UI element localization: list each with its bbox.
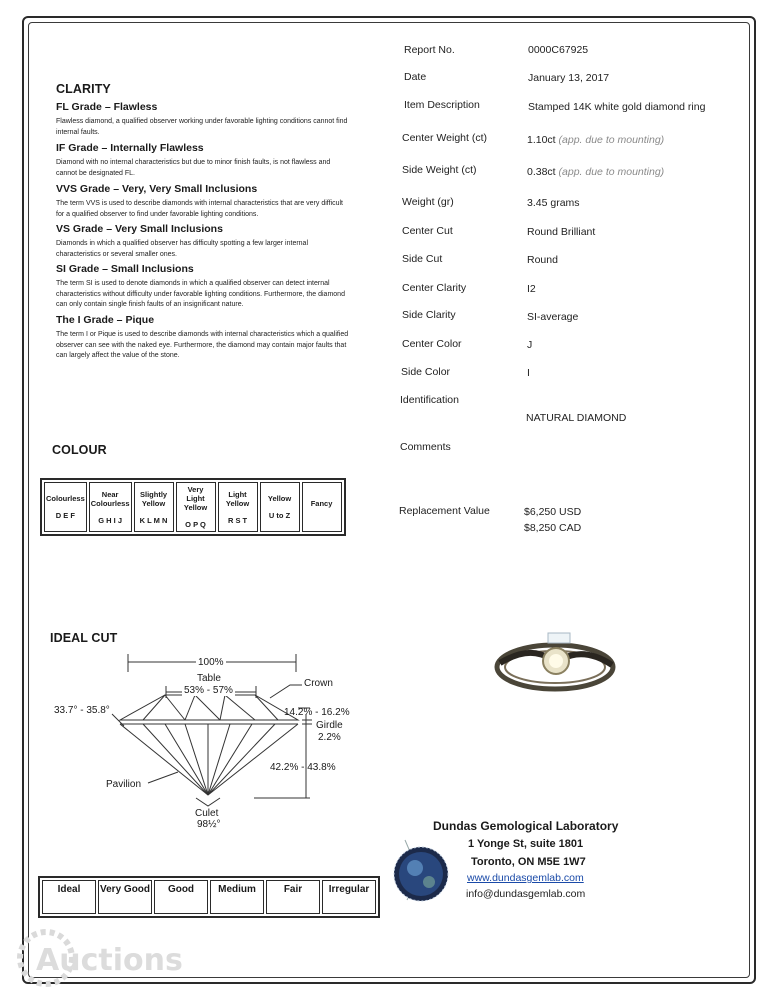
grade-vs-title: VS Grade – Very Small Inclusions [56, 223, 223, 235]
cut-grade-good: Good [154, 880, 208, 914]
item-description-label: Item Description [404, 99, 480, 111]
identification-label: Identification [400, 394, 459, 406]
colour-cell-light-yellow: Light Yellow R S T [218, 482, 258, 532]
side-color-label: Side Color [401, 366, 451, 378]
replacement-value-label: Replacement Value [399, 505, 490, 517]
cut-grade-irregular: Irregular [322, 880, 376, 914]
side-clarity-label: Side Clarity [402, 309, 456, 321]
grade-vvs-desc: The term VVS is used to describe diamonds with internal characteristics that are very difficult for a qualified observer to find under favorable lighting conditions. [56, 200, 343, 218]
pavilion-depth: 42.2% - 43.8% [270, 762, 336, 773]
identification-value: NATURAL DIAMOND [526, 412, 627, 424]
center-weight-value-row [527, 134, 664, 146]
lab-address-1: 1 Yonge St, suite 1801 [468, 838, 584, 850]
center-weight-value: 1.10ct [527, 134, 556, 146]
grade-if-title: IF Grade – Internally Flawless [56, 142, 204, 154]
grade-si-desc: The term SI is used to denote diamonds in which a qualified observer can detect internal characteristics without difficulty under favorable lighting conditions. Furthermore, the diamond can only contain single finish faults of an insignificant nature. [56, 280, 345, 308]
lab-email: info@dundasgemlab.com [466, 888, 586, 900]
center-cut-value: Round Brilliant [527, 226, 596, 238]
side-weight-note: (app. due to mounting) [558, 166, 665, 178]
ring-photo [490, 625, 620, 705]
side-weight-label: Side Weight (ct) [402, 164, 477, 176]
side-cut-value: Round [527, 254, 558, 266]
colour-cell-slightly-yellow: Slightly Yellow K L M N [134, 482, 174, 532]
crown-angle: 33.7° - 35.8° [54, 705, 110, 716]
width-label: 100% [198, 657, 224, 668]
lab-website-link[interactable]: www.dundasgemlab.com [467, 872, 584, 884]
side-weight-value-row [527, 166, 664, 178]
side-clarity-value: SI-average [527, 311, 579, 323]
clarity-heading: CLARITY [56, 82, 111, 96]
lab-name: Dundas Gemological Laboratory [433, 819, 619, 833]
grade-si-title: SI Grade – Small Inclusions [56, 263, 194, 275]
colour-cell-very-light-yellow: Very Light Yellow O P Q [176, 482, 216, 532]
cut-grade-medium: Medium [210, 880, 264, 914]
center-color-label: Center Color [402, 338, 462, 350]
table-title: Table [197, 673, 221, 684]
side-color-value: I [527, 367, 530, 379]
pavilion-label: Pavilion [106, 779, 142, 790]
grade-if-desc: Diamond with no internal characteristics but due to minor finish faults, is not flawless and cannot be designated FL. [56, 159, 331, 177]
hologram-seal [385, 830, 455, 910]
girdle-value: 2.2% [318, 732, 341, 743]
date-value: January 13, 2017 [528, 72, 610, 84]
lab-address-2: Toronto, ON M5E 1W7 [471, 856, 586, 868]
cut-grade-row [42, 880, 376, 914]
auction-watermark-logo [10, 922, 183, 994]
ideal-cut-heading: IDEAL CUT [50, 631, 118, 645]
grade-fl-title: FL Grade – Flawless [56, 101, 158, 113]
side-weight-value: 0.38ct [527, 166, 556, 178]
weight-gr-label: Weight (gr) [402, 196, 454, 208]
culet-label: Culet [195, 808, 219, 819]
crown-label: Crown [304, 678, 333, 689]
culet-value: 98½° [197, 819, 221, 830]
center-clarity-label: Center Clarity [402, 282, 467, 294]
date-label: Date [404, 71, 427, 83]
comments-label: Comments [400, 441, 451, 453]
colour-cell-yellow: Yellow U to Z [260, 482, 300, 532]
weight-gr-value: 3.45 grams [527, 197, 580, 209]
cut-grade-fair: Fair [266, 880, 320, 914]
colour-cell-fancy: Fancy [302, 482, 342, 532]
colour-cell-colourless: Colourless D E F [44, 482, 87, 532]
cut-grade-table [38, 876, 380, 918]
grade-vs-desc: Diamonds in which a qualified observer has difficulty spotting a few larger internal characteristics or several smaller ones. [56, 240, 309, 258]
grade-i-desc: The term I or Pique is used to describe diamonds with internal characteristics which a qualified observer can see with the naked eye. Furthermore, the diamond may contain major faults that can largely affect the value of the stone. [56, 331, 349, 359]
grade-i-title: The I Grade – Pique [56, 314, 155, 326]
center-weight-label: Center Weight (ct) [402, 132, 487, 144]
table-range: 53% - 57% [184, 685, 233, 696]
replacement-usd: $6,250 USD [524, 506, 582, 518]
center-clarity-value: I2 [527, 283, 536, 295]
colour-cell-near-colourless: Near Colourless G H I J [89, 482, 132, 532]
colour-scale-table [40, 478, 346, 536]
center-weight-note: (app. due to mounting) [558, 134, 665, 146]
colour-scale-row [44, 482, 342, 532]
center-color-value: J [527, 339, 533, 351]
crown-height: 14.2% - 16.2% [284, 707, 350, 718]
side-cut-label: Side Cut [402, 253, 443, 265]
cut-grade-very-good: Very Good [98, 880, 152, 914]
report-no-value: 0000C67925 [528, 44, 589, 56]
watermark-text: Auctions [36, 943, 183, 978]
cut-grade-ideal: Ideal [42, 880, 96, 914]
grade-fl-desc: Flawless diamond, a qualified observer working under favorable lighting conditions cannot find internal faults. [56, 118, 348, 136]
replacement-cad: $8,250 CAD [524, 522, 582, 534]
item-description-value: Stamped 14K white gold diamond ring [528, 101, 706, 113]
girdle-label: Girdle [316, 720, 343, 731]
colour-heading: COLOUR [52, 443, 107, 457]
grade-vvs-title: VVS Grade – Very, Very Small Inclusions [56, 183, 258, 195]
center-cut-label: Center Cut [402, 225, 453, 237]
report-no-label: Report No. [404, 44, 455, 56]
